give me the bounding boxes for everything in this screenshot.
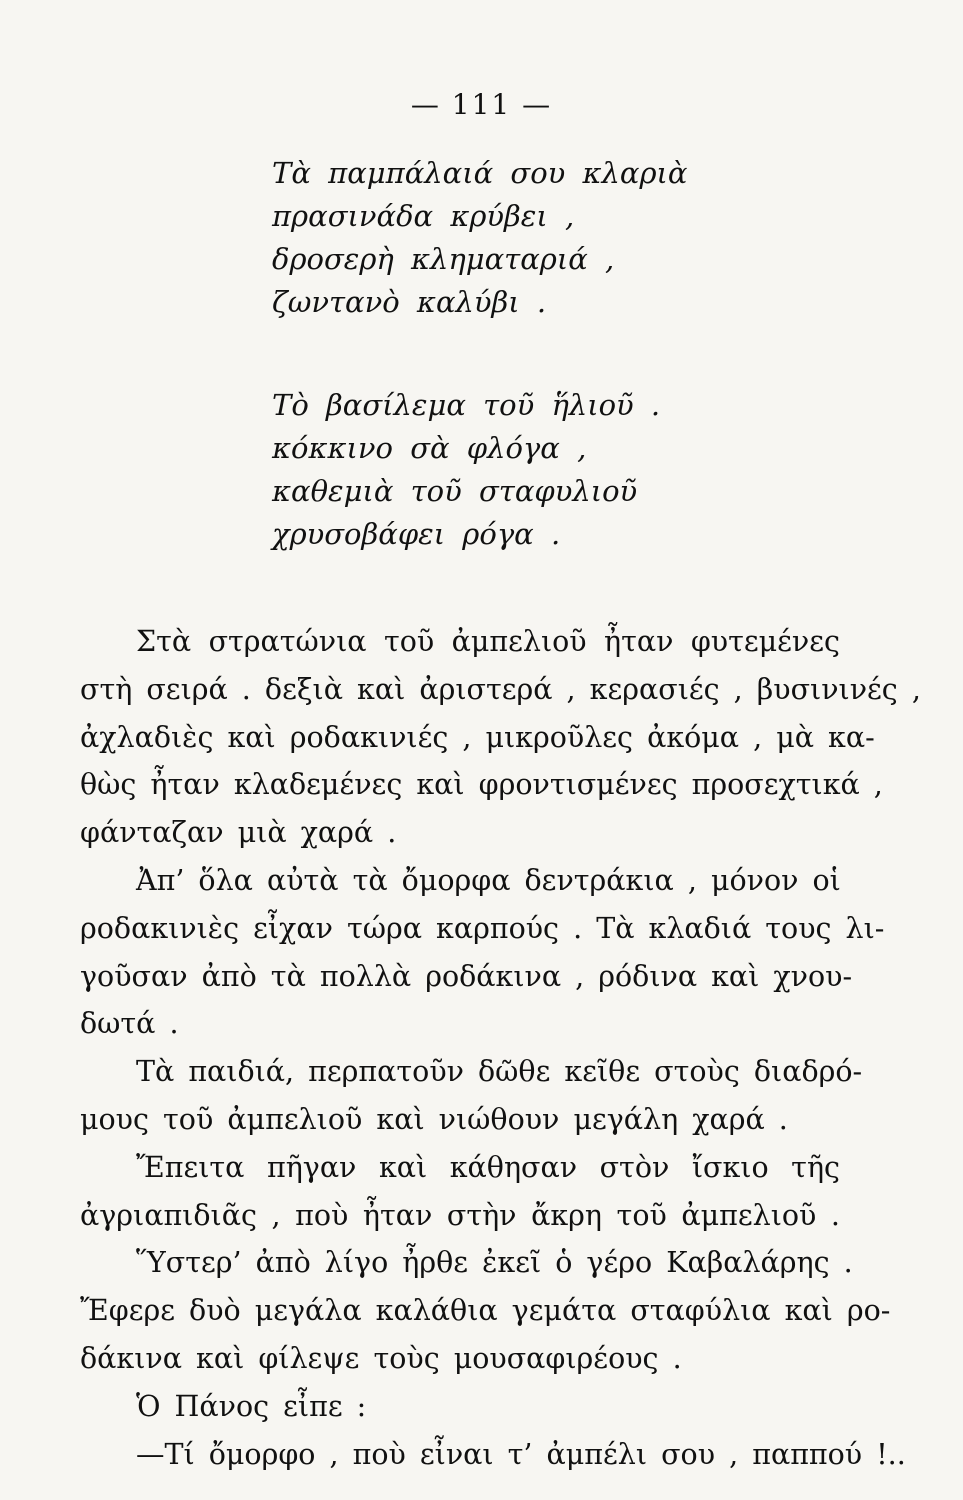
prose-line: ἀχλαδιὲς καὶ ροδακινιές , μικροῦλες ἀκόμα , μὰ κα- [80, 720, 875, 754]
verse-line: πρασινάδα κρύβει , [272, 199, 575, 233]
verse-line: δροσερὴ κληματαριά , [272, 242, 615, 276]
prose-line: Ἔπειτα πῆγαν καὶ κάθησαν στὸν ἴσκιο τῆς [136, 1150, 840, 1184]
page-number: — 111 — [410, 88, 553, 121]
prose-line: Ὕστερ’ ἀπὸ λίγο ἦρθε ἐκεῖ ὁ γέρο Καβαλάρης . [136, 1246, 853, 1280]
verse-line: Τὰ παμπάλαιά σου κλαριὰ [272, 156, 688, 190]
verse-line: ζωντανὸ καλύβι . [272, 285, 547, 319]
prose-line: Ἀπ’ ὅλα αὐτὰ τὰ ὄμορφα δεντράκια , μόνον οἱ [136, 863, 841, 897]
poem [272, 152, 688, 616]
prose-body [80, 618, 921, 1478]
verse-line: Τὸ βασίλεμα τοῦ ἥλιοῦ . [272, 388, 661, 422]
poem-stanza-1 [272, 152, 688, 324]
prose-line: θὼς ἦταν κλαδεμένες καὶ φροντισμένες προσεχτικά , [80, 768, 883, 802]
prose-line: ἀγριαπιδιᾶς , ποὺ ἦταν στὴν ἄκρη τοῦ ἀμπελιοῦ . [80, 1198, 840, 1232]
prose-line: Τὰ παιδιά, περπατοῦν δῶθε κεῖθε στοὺς διαδρό- [136, 1055, 863, 1089]
verse-line: κόκκινο σὰ φλόγα , [272, 431, 587, 465]
prose-line: ροδακινιὲς εἶχαν τώρα καρπούς . Τὰ κλαδιά τους λι- [80, 911, 885, 945]
prose-line: μους τοῦ ἀμπελιοῦ καὶ νιώθουν μεγάλη χαρά . [80, 1102, 788, 1136]
verse-line: χρυσοβάφει ρόγα . [272, 517, 561, 551]
prose-line: —Τί ὄμορφο , ποὺ εἶναι τ’ ἀμπέλι σου , παππού !.. [136, 1437, 906, 1471]
prose-line: δάκινα καὶ φίλεψε τοὺς μουσαφιρέους . [80, 1341, 682, 1375]
prose-line: Στὰ στρατώνια τοῦ ἀμπελιοῦ ἦταν φυτεμένες [136, 625, 840, 658]
prose-line: φάνταζαν μιὰ χαρά . [80, 816, 397, 850]
prose-line: δωτά . [80, 1007, 179, 1041]
verse-line: καθεμιὰ τοῦ σταφυλιοῦ [272, 474, 638, 508]
poem-stanza-2 [272, 384, 688, 556]
prose-line: Ἔφερε δυὸ μεγάλα καλάθια γεμάτα σταφύλια καὶ ρο- [80, 1294, 891, 1328]
prose-line: γοῦσαν ἀπὸ τὰ πολλὰ ροδάκινα , ρόδινα καὶ χνου- [80, 959, 853, 993]
prose-line: Ὁ Πάνος εἶπε : [136, 1389, 367, 1423]
prose-line: στὴ σειρά . δεξιὰ καὶ ἀριστερά , κερασιές , βυσινινές , [80, 672, 921, 706]
